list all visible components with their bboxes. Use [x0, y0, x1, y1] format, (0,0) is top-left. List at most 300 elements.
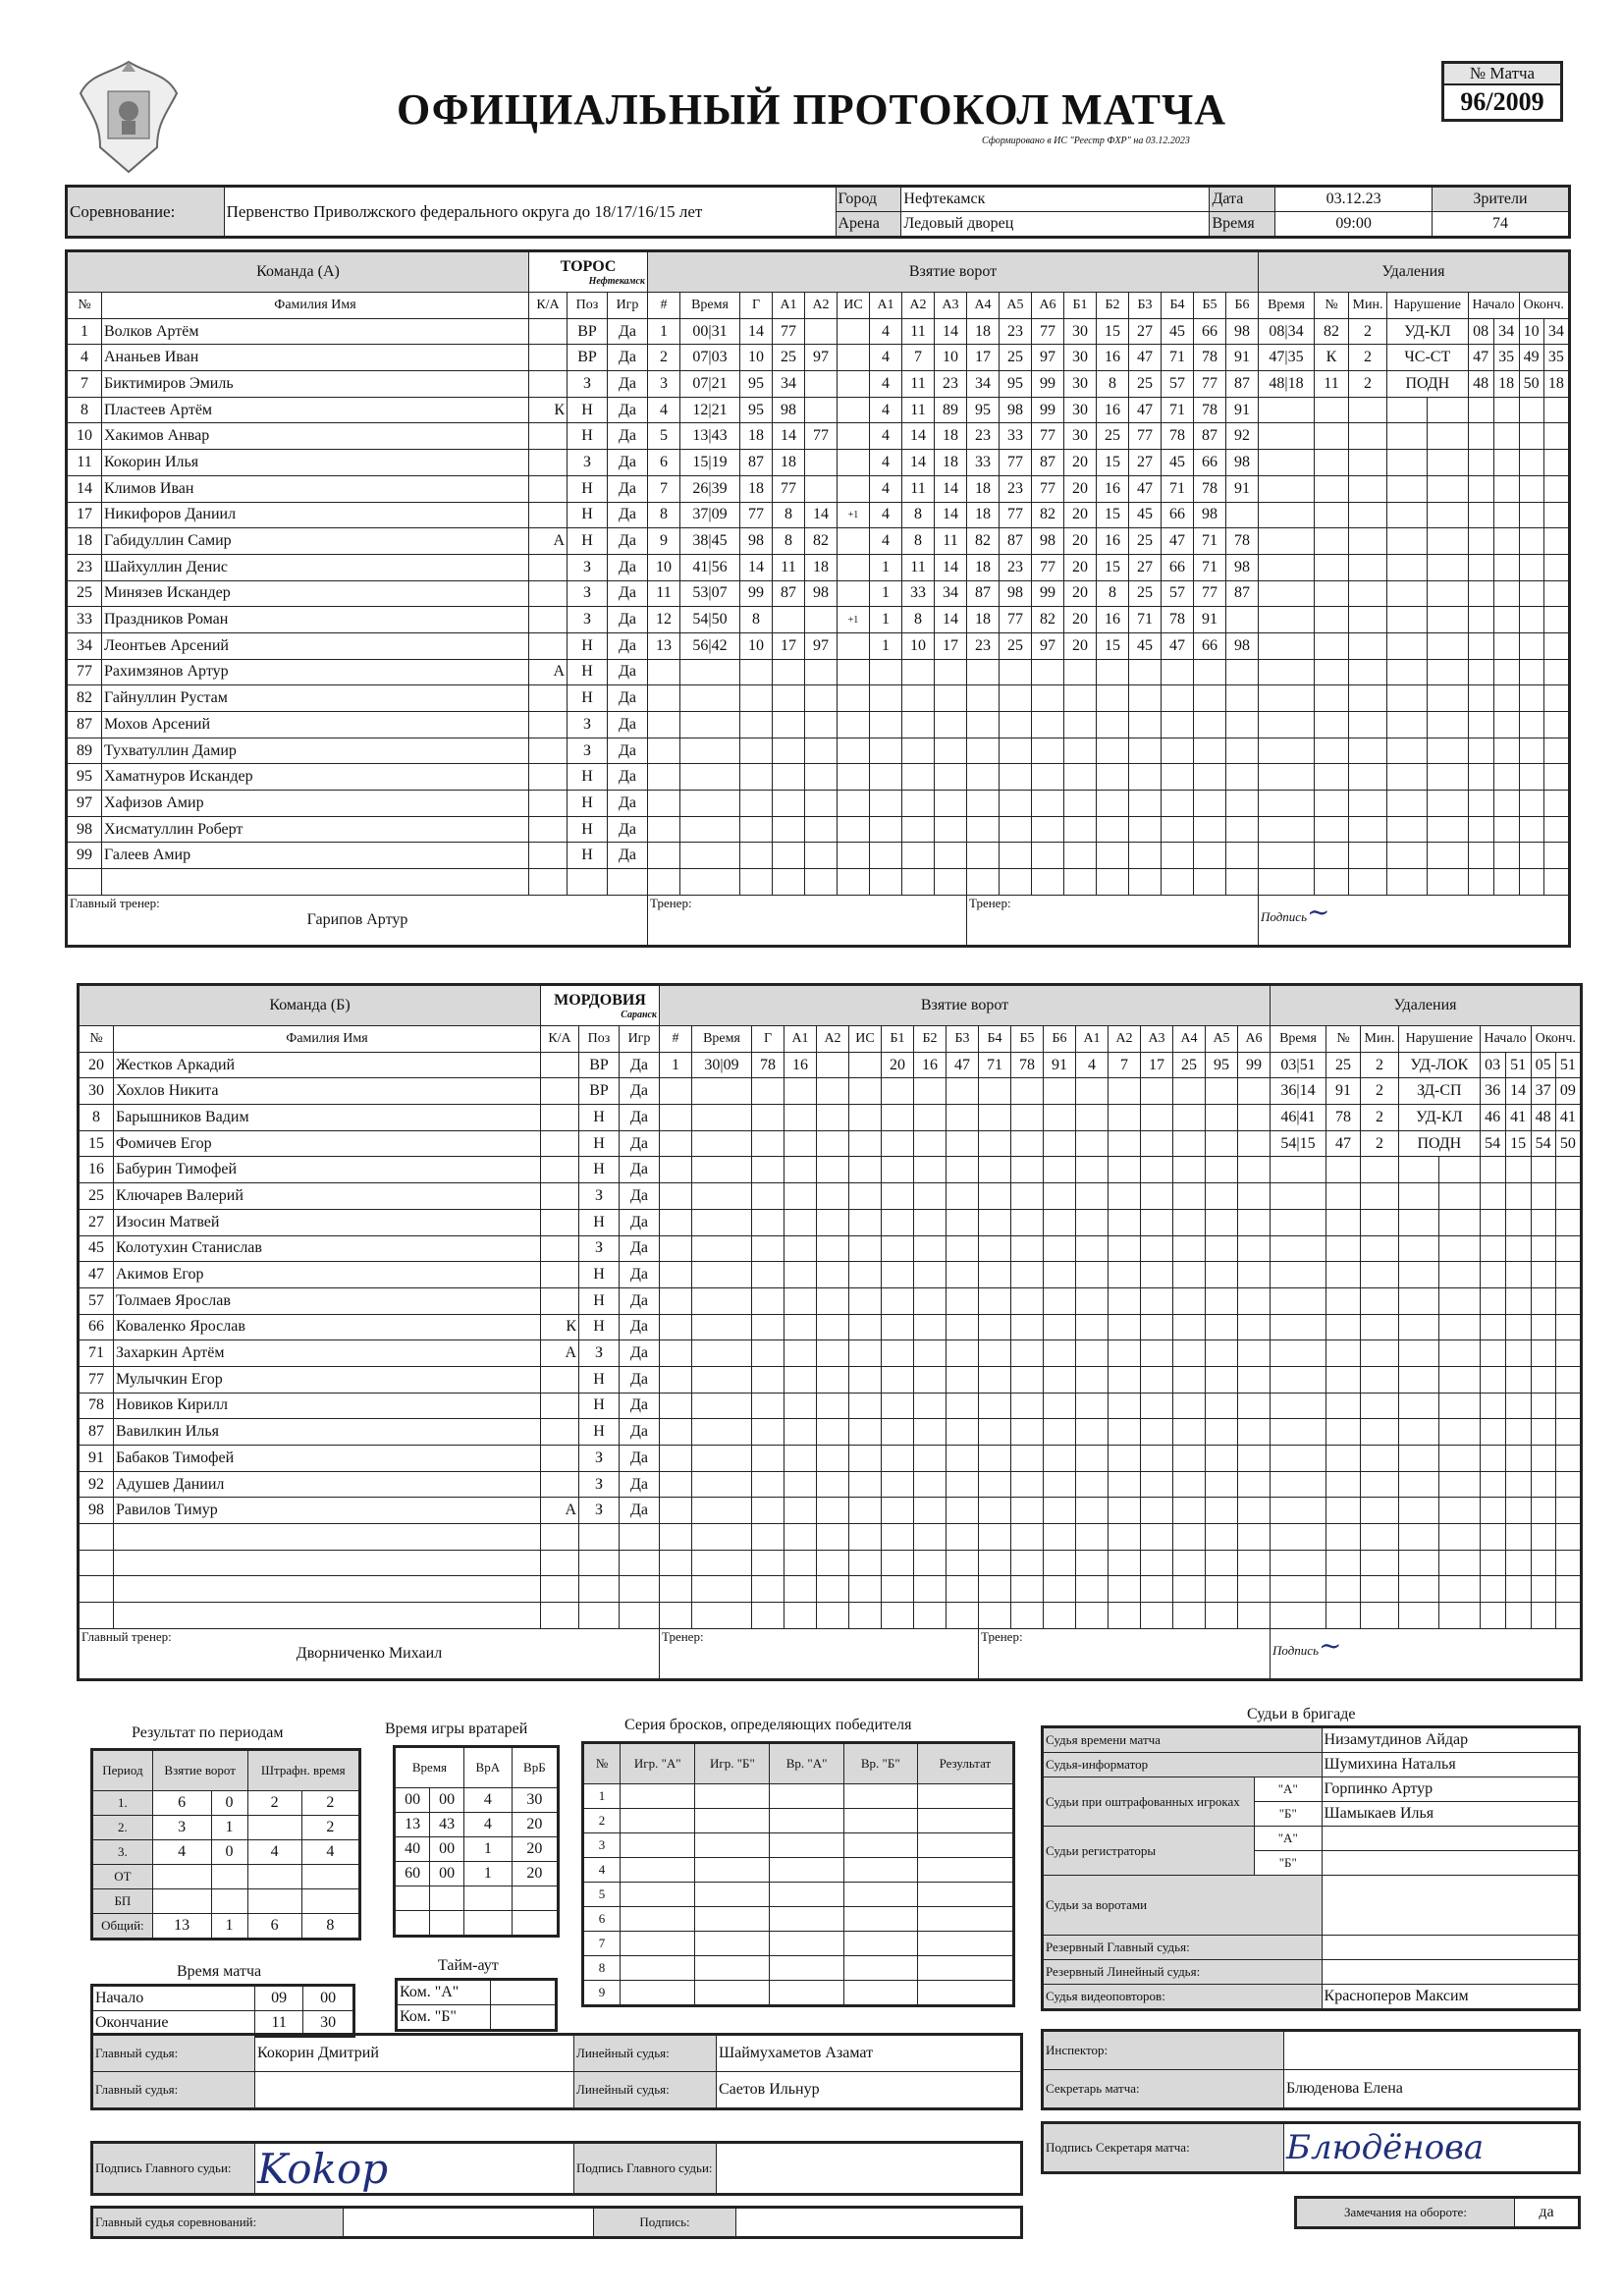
goal-cell: 14 — [740, 554, 773, 580]
shootout-header: № — [583, 1743, 621, 1784]
goal-cell: 4 — [870, 423, 902, 450]
goal-cell — [1141, 1209, 1173, 1235]
pen-infraction: ПОДН — [1399, 1130, 1481, 1157]
pen-cell — [1555, 1603, 1581, 1629]
pen-cell — [1428, 528, 1468, 555]
goal-time: 00|31 — [680, 318, 740, 345]
goal-cell: 33 — [902, 580, 935, 607]
pen-cell — [1361, 1498, 1399, 1524]
shootout-no: 5 — [583, 1883, 621, 1907]
player-cell: Да — [620, 1393, 660, 1419]
goal-cell — [773, 816, 805, 843]
goal-cell — [1000, 659, 1032, 685]
pen-cell — [1349, 502, 1387, 528]
player-cell — [579, 1603, 620, 1629]
goalie-cell — [512, 1886, 558, 1911]
player-cell: Хакимов Анвар — [102, 423, 529, 450]
goal-cell: 77 — [773, 475, 805, 502]
goal-cell: 4 — [870, 528, 902, 555]
player-cell: 18 — [67, 528, 102, 555]
goalie-cell: 43 — [430, 1813, 464, 1837]
goal-cell — [752, 1550, 784, 1576]
goal-cell: 97 — [1032, 632, 1064, 659]
pen-cell — [1399, 1471, 1439, 1498]
pen-start-s: 14 — [1505, 1078, 1531, 1105]
goal-cell — [692, 1130, 752, 1157]
player-cell: З — [579, 1446, 620, 1472]
player-cell: Да — [608, 423, 648, 450]
pen-cell — [1387, 475, 1428, 502]
goal-cell — [1000, 685, 1032, 712]
goal-cell — [914, 1130, 947, 1157]
goal-cell — [1206, 1078, 1238, 1105]
goal-cell — [979, 1498, 1011, 1524]
goal-cell: 47 — [1129, 345, 1162, 371]
goal-cell: 17 — [967, 345, 1000, 371]
registrars-a-tag: "А" — [1255, 1827, 1323, 1851]
goal-cell — [1238, 1340, 1271, 1367]
player-cell: Да — [620, 1183, 660, 1210]
match-end-hour: 11 — [255, 2011, 303, 2037]
pen-cell — [1349, 712, 1387, 738]
pen-cell — [1468, 397, 1493, 423]
goal-cell — [1238, 1314, 1271, 1340]
goal-cell — [752, 1314, 784, 1340]
goal-cell: 11 — [902, 475, 935, 502]
pen-cell — [1439, 1235, 1480, 1262]
player-cell: Колотухин Станислав — [114, 1235, 541, 1262]
goal-no: 9 — [648, 528, 680, 555]
goal-cell — [1032, 764, 1064, 791]
player-cell: Захаркин Артём — [114, 1340, 541, 1367]
goal-cell — [692, 1287, 752, 1314]
pen-cell — [1361, 1157, 1399, 1183]
goal-cell — [805, 843, 838, 869]
goal-header: # — [648, 293, 680, 319]
competition-ref-label: Главный судья соревнований: — [92, 2208, 344, 2238]
goal-cell — [947, 1471, 979, 1498]
goal-cell — [1162, 712, 1194, 738]
pen-cell — [1428, 791, 1468, 817]
goal-cell — [882, 1314, 914, 1340]
goal-cell: 47 — [1129, 475, 1162, 502]
player-cell: 17 — [67, 502, 102, 528]
pen-cell — [1271, 1393, 1326, 1419]
player-cell: Кокорин Илья — [102, 450, 529, 476]
goal-cell — [1194, 712, 1226, 738]
goal-cell — [680, 712, 740, 738]
goal-no: 10 — [648, 554, 680, 580]
pen-cell — [1531, 1446, 1555, 1472]
timekeeper: Низамутдинов Айдар — [1322, 1727, 1579, 1753]
pen-cell — [1468, 869, 1493, 896]
informer: Шумихина Наталья — [1322, 1753, 1579, 1777]
pen-cell — [1259, 738, 1315, 764]
goal-cell — [1238, 1603, 1271, 1629]
pen-end-s: 09 — [1555, 1078, 1581, 1105]
period-cell: 3 — [152, 1816, 211, 1840]
goal-cell — [1000, 712, 1032, 738]
goal-cell — [1173, 1130, 1206, 1157]
goal-cell — [1044, 1262, 1076, 1288]
goal-cell — [979, 1287, 1011, 1314]
goal-cell: 91 — [1194, 607, 1226, 633]
pen-cell — [1493, 450, 1519, 476]
player-cell: Да — [608, 685, 648, 712]
goal-cell: 8 — [773, 528, 805, 555]
shootout-cell — [621, 1833, 695, 1858]
pen-cell — [1428, 397, 1468, 423]
pen-cell — [1271, 1550, 1326, 1576]
shootout-no: 1 — [583, 1784, 621, 1809]
pen-cell — [1555, 1419, 1581, 1446]
player-cell — [541, 1576, 579, 1603]
goal-time: 26|39 — [680, 475, 740, 502]
goal-cell — [849, 1524, 882, 1551]
shootout-cell — [770, 1932, 843, 1956]
player-cell: Н — [568, 397, 608, 423]
goal-cell — [870, 712, 902, 738]
pen-min: 2 — [1361, 1105, 1399, 1131]
goal-cell — [692, 1576, 752, 1603]
player-cell — [608, 869, 648, 896]
goal-cell — [979, 1419, 1011, 1446]
pen-cell — [1387, 659, 1428, 685]
pen-time: 46|41 — [1271, 1105, 1326, 1131]
pen-cell — [1361, 1183, 1399, 1210]
team-label: Команда (А) — [67, 251, 529, 293]
goal-cell — [947, 1078, 979, 1105]
goal-cell — [1011, 1524, 1044, 1551]
pen-cell — [1505, 1262, 1531, 1288]
goal-cell — [1141, 1471, 1173, 1498]
goal-cell — [1076, 1105, 1109, 1131]
inspector-label: Инспектор: — [1043, 2031, 1284, 2070]
goal-cell — [817, 1524, 849, 1551]
goal-cell — [1238, 1209, 1271, 1235]
player-cell: Да — [620, 1340, 660, 1367]
pen-cell — [1271, 1419, 1326, 1446]
goal-header: ИС — [849, 1026, 882, 1053]
goal-cell — [817, 1235, 849, 1262]
goal-cell — [1129, 659, 1162, 685]
player-cell: Праздников Роман — [102, 607, 529, 633]
goal-cell: 78 — [752, 1052, 784, 1078]
player-cell: 30 — [79, 1078, 114, 1105]
player-cell — [541, 1603, 579, 1629]
pen-cell — [1271, 1157, 1326, 1183]
pen-cell — [1543, 607, 1569, 633]
main-ref2 — [255, 2072, 574, 2109]
pen-cell — [1505, 1393, 1531, 1419]
goal-cell — [849, 1130, 882, 1157]
player-cell: Да — [608, 632, 648, 659]
goal-cell — [1226, 712, 1259, 738]
player-cell — [529, 816, 568, 843]
goal-cell — [1206, 1130, 1238, 1157]
player-cell: 20 — [79, 1052, 114, 1078]
player-cell: Пластеев Артём — [102, 397, 529, 423]
goal-cell: 99 — [1032, 580, 1064, 607]
player-cell: Н — [579, 1262, 620, 1288]
goal-no: 12 — [648, 607, 680, 633]
pen-cell — [1259, 502, 1315, 528]
goal-cell — [1011, 1314, 1044, 1340]
pen-cell — [1519, 607, 1543, 633]
goal-cell: 71 — [1162, 475, 1194, 502]
goal-cell — [1044, 1157, 1076, 1183]
goal-cell: 16 — [1097, 345, 1129, 371]
timeout-a-label: Ком. "А" — [397, 1980, 491, 2005]
goal-cell — [660, 1130, 692, 1157]
goal-cell — [870, 738, 902, 764]
goal-cell — [1129, 764, 1162, 791]
goal-cell — [1044, 1576, 1076, 1603]
goal-cell — [752, 1524, 784, 1551]
goal-cell — [1162, 659, 1194, 685]
pen-cell — [1505, 1446, 1531, 1472]
pen-end-m: 10 — [1519, 318, 1543, 345]
goal-cell: 77 — [1032, 475, 1064, 502]
player-cell: ВР — [568, 345, 608, 371]
goal-cell — [914, 1446, 947, 1472]
timeout-a-value — [491, 1980, 557, 2005]
pen-start-m: 54 — [1480, 1130, 1505, 1157]
goal-cell — [838, 318, 870, 345]
pen-cell — [1349, 554, 1387, 580]
pen-cell — [1315, 528, 1349, 555]
player-cell: Да — [608, 318, 648, 345]
goal-cell: 98 — [1226, 554, 1259, 580]
pen-cell — [1543, 528, 1569, 555]
goal-cell — [1032, 843, 1064, 869]
shootout-cell — [770, 1956, 843, 1981]
pen-cell — [1519, 528, 1543, 555]
team-name — [529, 251, 648, 293]
goal-cell — [947, 1393, 979, 1419]
pen-cell — [1271, 1235, 1326, 1262]
goal-cell — [1044, 1393, 1076, 1419]
goal-cell — [935, 843, 967, 869]
goal-cell — [1173, 1419, 1206, 1446]
goal-cell: 18 — [967, 318, 1000, 345]
period-cell: 2 — [247, 1791, 301, 1816]
goal-cell — [1141, 1550, 1173, 1576]
reserve-line-label: Резервный Линейный судья: — [1043, 1960, 1323, 1985]
goal-cell — [692, 1471, 752, 1498]
player-cell: 87 — [67, 712, 102, 738]
goal-cell — [784, 1393, 817, 1419]
player-cell: Н — [579, 1393, 620, 1419]
goalie-cell — [395, 1911, 430, 1937]
player-cell — [541, 1550, 579, 1576]
goal-cell: 16 — [914, 1052, 947, 1078]
goal-cell — [648, 843, 680, 869]
goal-cell — [784, 1498, 817, 1524]
pen-cell — [1349, 764, 1387, 791]
player-cell: 16 — [79, 1157, 114, 1183]
goal-cell — [947, 1157, 979, 1183]
goal-cell: 33 — [1000, 423, 1032, 450]
shootout-cell — [695, 1784, 770, 1809]
arena: Ледовый дворец — [901, 212, 1210, 238]
pen-cell — [1439, 1603, 1480, 1629]
time-label: Время — [1210, 212, 1275, 238]
goal-cell: 4 — [870, 475, 902, 502]
goal-cell — [1173, 1262, 1206, 1288]
pen-cell — [1555, 1471, 1581, 1498]
goal-cell — [1011, 1446, 1044, 1472]
goal-cell — [1032, 712, 1064, 738]
goal-cell — [914, 1262, 947, 1288]
pen-cell — [1387, 791, 1428, 817]
goal-cell — [849, 1078, 882, 1105]
pen-cell — [1315, 397, 1349, 423]
roster-header: К/А — [541, 1026, 579, 1053]
goal-cell: 97 — [805, 345, 838, 371]
goal-cell: 20 — [1064, 528, 1097, 555]
pen-cell — [1468, 528, 1493, 555]
main-ref: Кокорин Дмитрий — [255, 2035, 574, 2072]
goal-cell: 16 — [784, 1052, 817, 1078]
goal-cell — [1000, 764, 1032, 791]
goal-cell — [1076, 1419, 1109, 1446]
goal-cell: 87 — [1032, 450, 1064, 476]
goal-cell: 17 — [1141, 1052, 1173, 1078]
goal-cell: 99 — [1032, 397, 1064, 423]
line-ref-1: Шаймухаметов Азамат — [717, 2035, 1022, 2072]
goal-cell: 71 — [1129, 607, 1162, 633]
player-cell: Хохлов Никита — [114, 1078, 541, 1105]
goal-cell — [692, 1366, 752, 1393]
goal-cell — [1109, 1183, 1141, 1210]
shootout-cell — [843, 1956, 917, 1981]
goal-cell — [692, 1340, 752, 1367]
pen-cell — [1315, 738, 1349, 764]
competition-ref-table — [90, 2206, 1023, 2239]
goal-no: 5 — [648, 423, 680, 450]
shootout-header: Игр. "Б" — [695, 1743, 770, 1784]
goal-cell — [849, 1419, 882, 1446]
pen-cell — [1439, 1446, 1480, 1472]
sign-main2-label: Подпись Главного судьи: — [574, 2143, 717, 2195]
line-ref-label-2: Линейный судья: — [574, 2072, 717, 2109]
coach-signature — [1259, 895, 1570, 946]
match-number-box — [1441, 61, 1563, 122]
period-cell: 2 — [301, 1791, 359, 1816]
goal-cell: 8 — [773, 502, 805, 528]
goal-header: А1 — [870, 293, 902, 319]
pen-cell — [1439, 1419, 1480, 1446]
goal-cell — [1011, 1471, 1044, 1498]
goal-cell — [1109, 1340, 1141, 1367]
goal-cell — [1032, 791, 1064, 817]
player-cell: Да — [608, 371, 648, 398]
pen-cell — [1543, 450, 1569, 476]
player-cell — [541, 1157, 579, 1183]
goal-cell: 78 — [1011, 1052, 1044, 1078]
goal-cell: 25 — [1129, 528, 1162, 555]
player-cell: 91 — [79, 1446, 114, 1472]
shootout-table — [581, 1741, 1015, 2007]
goal-cell: 92 — [1226, 423, 1259, 450]
pen-cell — [1468, 607, 1493, 633]
pen-cell — [1493, 423, 1519, 450]
pen-cell — [1315, 869, 1349, 896]
penalty-header: Оконч. — [1519, 293, 1569, 319]
goal-cell: 78 — [1162, 607, 1194, 633]
goal-cell — [947, 1603, 979, 1629]
goal-cell: 10 — [740, 345, 773, 371]
goal-cell: 87 — [1226, 580, 1259, 607]
goal-cell — [1141, 1105, 1173, 1131]
goal-cell: 11 — [773, 554, 805, 580]
player-cell: Да — [620, 1157, 660, 1183]
player-cell: Да — [620, 1314, 660, 1340]
goal-cell — [1238, 1287, 1271, 1314]
goal-cell: 95 — [1000, 371, 1032, 398]
goalie-cell — [430, 1886, 464, 1911]
goal-time: 13|43 — [680, 423, 740, 450]
match-time-table — [90, 1984, 355, 2038]
player-cell — [529, 791, 568, 817]
pen-cell — [1361, 1393, 1399, 1419]
goalie-cell: 20 — [512, 1813, 558, 1837]
pen-cell — [1399, 1524, 1439, 1551]
player-cell — [579, 1524, 620, 1551]
pen-cell — [1315, 450, 1349, 476]
player-cell: 98 — [67, 816, 102, 843]
goal-cell — [947, 1498, 979, 1524]
player-cell: Н — [568, 502, 608, 528]
player-cell: З — [568, 371, 608, 398]
goal-cell — [979, 1603, 1011, 1629]
pen-cell — [1468, 712, 1493, 738]
pen-cell — [1349, 423, 1387, 450]
player-cell — [79, 1603, 114, 1629]
penalties-title: Удаления — [1271, 985, 1582, 1026]
goal-cell — [660, 1105, 692, 1131]
goal-cell — [849, 1471, 882, 1498]
player-cell: ВР — [579, 1078, 620, 1105]
goal-cell: 14 — [740, 318, 773, 345]
pen-start-s: 41 — [1505, 1105, 1531, 1131]
goal-cell — [1011, 1419, 1044, 1446]
goal-header: Б6 — [1044, 1026, 1076, 1053]
goal-header: Б6 — [1226, 293, 1259, 319]
goal-cell — [1194, 685, 1226, 712]
player-cell: Н — [579, 1419, 620, 1446]
goal-cell: 45 — [1129, 632, 1162, 659]
goal-cell: 18 — [935, 450, 967, 476]
pen-cell — [1439, 1471, 1480, 1498]
remarks-label: Замечания на обороте: — [1296, 2198, 1515, 2228]
goal-cell — [1011, 1235, 1044, 1262]
player-cell — [79, 1576, 114, 1603]
goal-cell: 99 — [1032, 371, 1064, 398]
goal-cell: 7 — [902, 345, 935, 371]
pen-cell — [1259, 450, 1315, 476]
goal-cell — [740, 738, 773, 764]
goal-cell — [849, 1183, 882, 1210]
goal-cell — [947, 1262, 979, 1288]
period-cell: Общий: — [92, 1914, 153, 1940]
goal-header: А5 — [1000, 293, 1032, 319]
goal-cell — [1076, 1393, 1109, 1419]
goal-cell — [1076, 1471, 1109, 1498]
goal-cell — [1141, 1340, 1173, 1367]
shootout-cell — [770, 1883, 843, 1907]
